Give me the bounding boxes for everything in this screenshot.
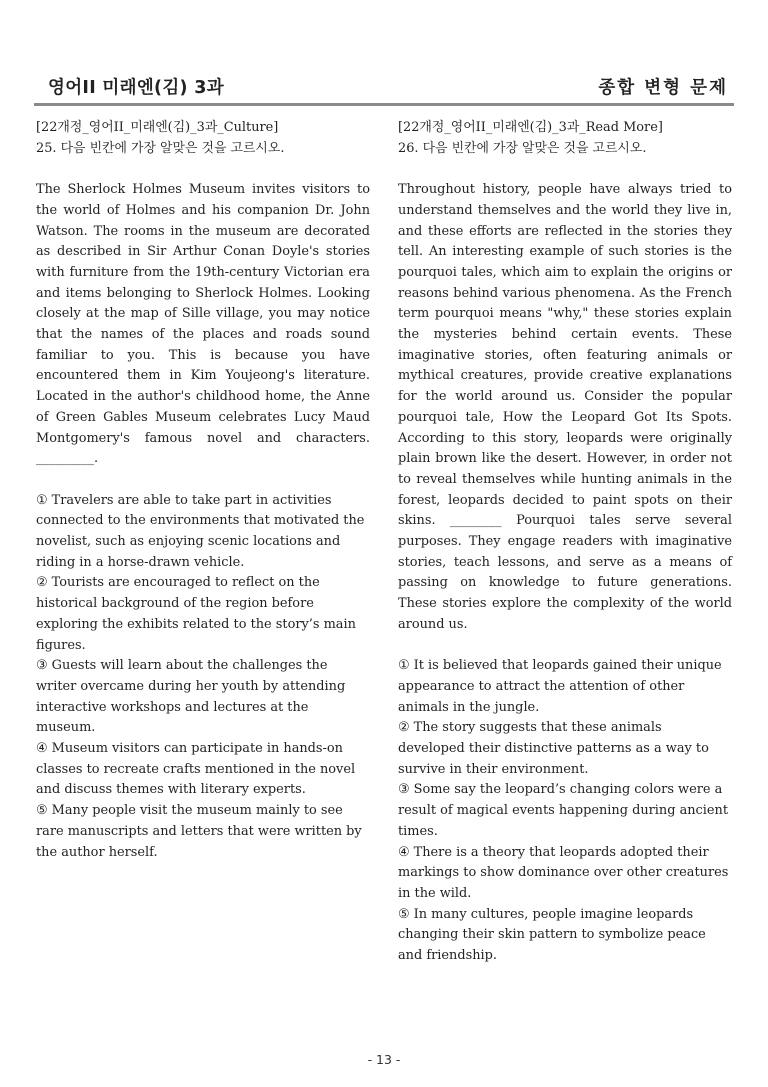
question-prompt: 25. 다음 빈칸에 가장 알맞은 것을 고르시오. bbox=[36, 140, 285, 156]
answer-option-3[interactable]: ③ Guests will learn about the challenges the writer overcame during her youth by attending interactive workshops and lectures at the museum. bbox=[36, 658, 346, 736]
answer-option-3[interactable]: ③ Some say the leopard’s changing colors were a result of magical events happening during ancient times. bbox=[398, 782, 729, 839]
question-passage: Throughout history, people have always tried to understand themselves and the world they live in, and these efforts are reflected in the stories they tell. An interesting example of such stories is the pourquoi tales, which aim to explain the origins or reasons behind various phenomena. As the French term pourquoi means "why," these stories explain the mysteries behind certain events. These imaginative stories, often featuring animals or mythical creatures, provide creative explanations for the world around us. Consider the popular pourquoi tale, How the Leopard Got Its Spots. According to this story, leopards were originally plain brown like the desert. However, in order not to reveal themselves while hunting animals in the forest, leopards decided to paint spots on their skins. ________ Pourquoi tales serve several purposes. They engage readers with imaginative stories, teach lessons, and serve as a means of passing on knowledge to future generations. These stories explore the complexity of the world around us. bbox=[398, 182, 732, 632]
question-26 bbox=[398, 118, 732, 967]
answer-option-5[interactable]: ⑤ In many cultures, people imagine leopards changing their skin pattern to symbolize peace and friendship. bbox=[398, 906, 706, 964]
question-passage: The Sherlock Holmes Museum invites visitors to the world of Holmes and his companion Dr. John Watson. The rooms in the museum are decorated as described in Sir Arthur Conan Doyle's stories with furniture from the 19th-century Victorian era and items belonging to Sherlock Holmes. Looking closely at the map of Sille village, you may notice that the names of the places and roads sound familiar to you. This is because you have encountered them in Kim Youjeong's literature. Located in the author's childhood home, the Anne of Green Gables Museum celebrates Lucy Maud Montgomery's famous novel and characters. _________. bbox=[36, 182, 370, 467]
answer-options bbox=[36, 491, 370, 864]
answer-option-2[interactable]: ② Tourists are encouraged to reflect on the historical background of the region before exploring the exhibits related to the story’s main figures. bbox=[36, 575, 356, 653]
textbook-title: 영어II 미래엔(김) 3과 bbox=[48, 78, 224, 98]
question-prompt: 26. 다음 빈칸에 가장 알맞은 것을 고르시오. bbox=[398, 140, 647, 156]
answer-option-1[interactable]: ① It is believed that leopards gained their unique appearance to attract the attention of other animals in the jungle. bbox=[398, 658, 722, 715]
answer-option-5[interactable]: ⑤ Many people visit the museum mainly to see rare manuscripts and letters that were written by the author herself. bbox=[36, 803, 362, 860]
header-divider bbox=[34, 103, 734, 106]
question-25 bbox=[36, 118, 370, 863]
section-title: 종합 변형 문제 bbox=[598, 78, 728, 98]
answer-options bbox=[398, 656, 732, 967]
question-source: [22개정_영어II_미래엔(김)_3과_Read More] bbox=[398, 120, 663, 135]
answer-option-4[interactable]: ④ There is a theory that leopards adopted their markings to show dominance over other creatures in the wild. bbox=[398, 844, 729, 901]
answer-option-4[interactable]: ④ Museum visitors can participate in hands-on classes to recreate crafts mentioned in the novel and discuss themes with literary experts. bbox=[36, 741, 356, 798]
page-number: - 13 - bbox=[367, 1052, 401, 1067]
answer-option-1[interactable]: ① Travelers are able to take part in activities connected to the environments that motivated the novelist, such as enjoying scenic locations and riding in a horse-drawn vehicle. bbox=[36, 492, 365, 570]
answer-option-2[interactable]: ② The story suggests that these animals developed their distinctive patterns as a way to survive in their environment. bbox=[398, 720, 709, 777]
page-header bbox=[34, 74, 734, 104]
question-source: [22개정_영어II_미래엔(김)_3과_Culture] bbox=[36, 120, 279, 135]
